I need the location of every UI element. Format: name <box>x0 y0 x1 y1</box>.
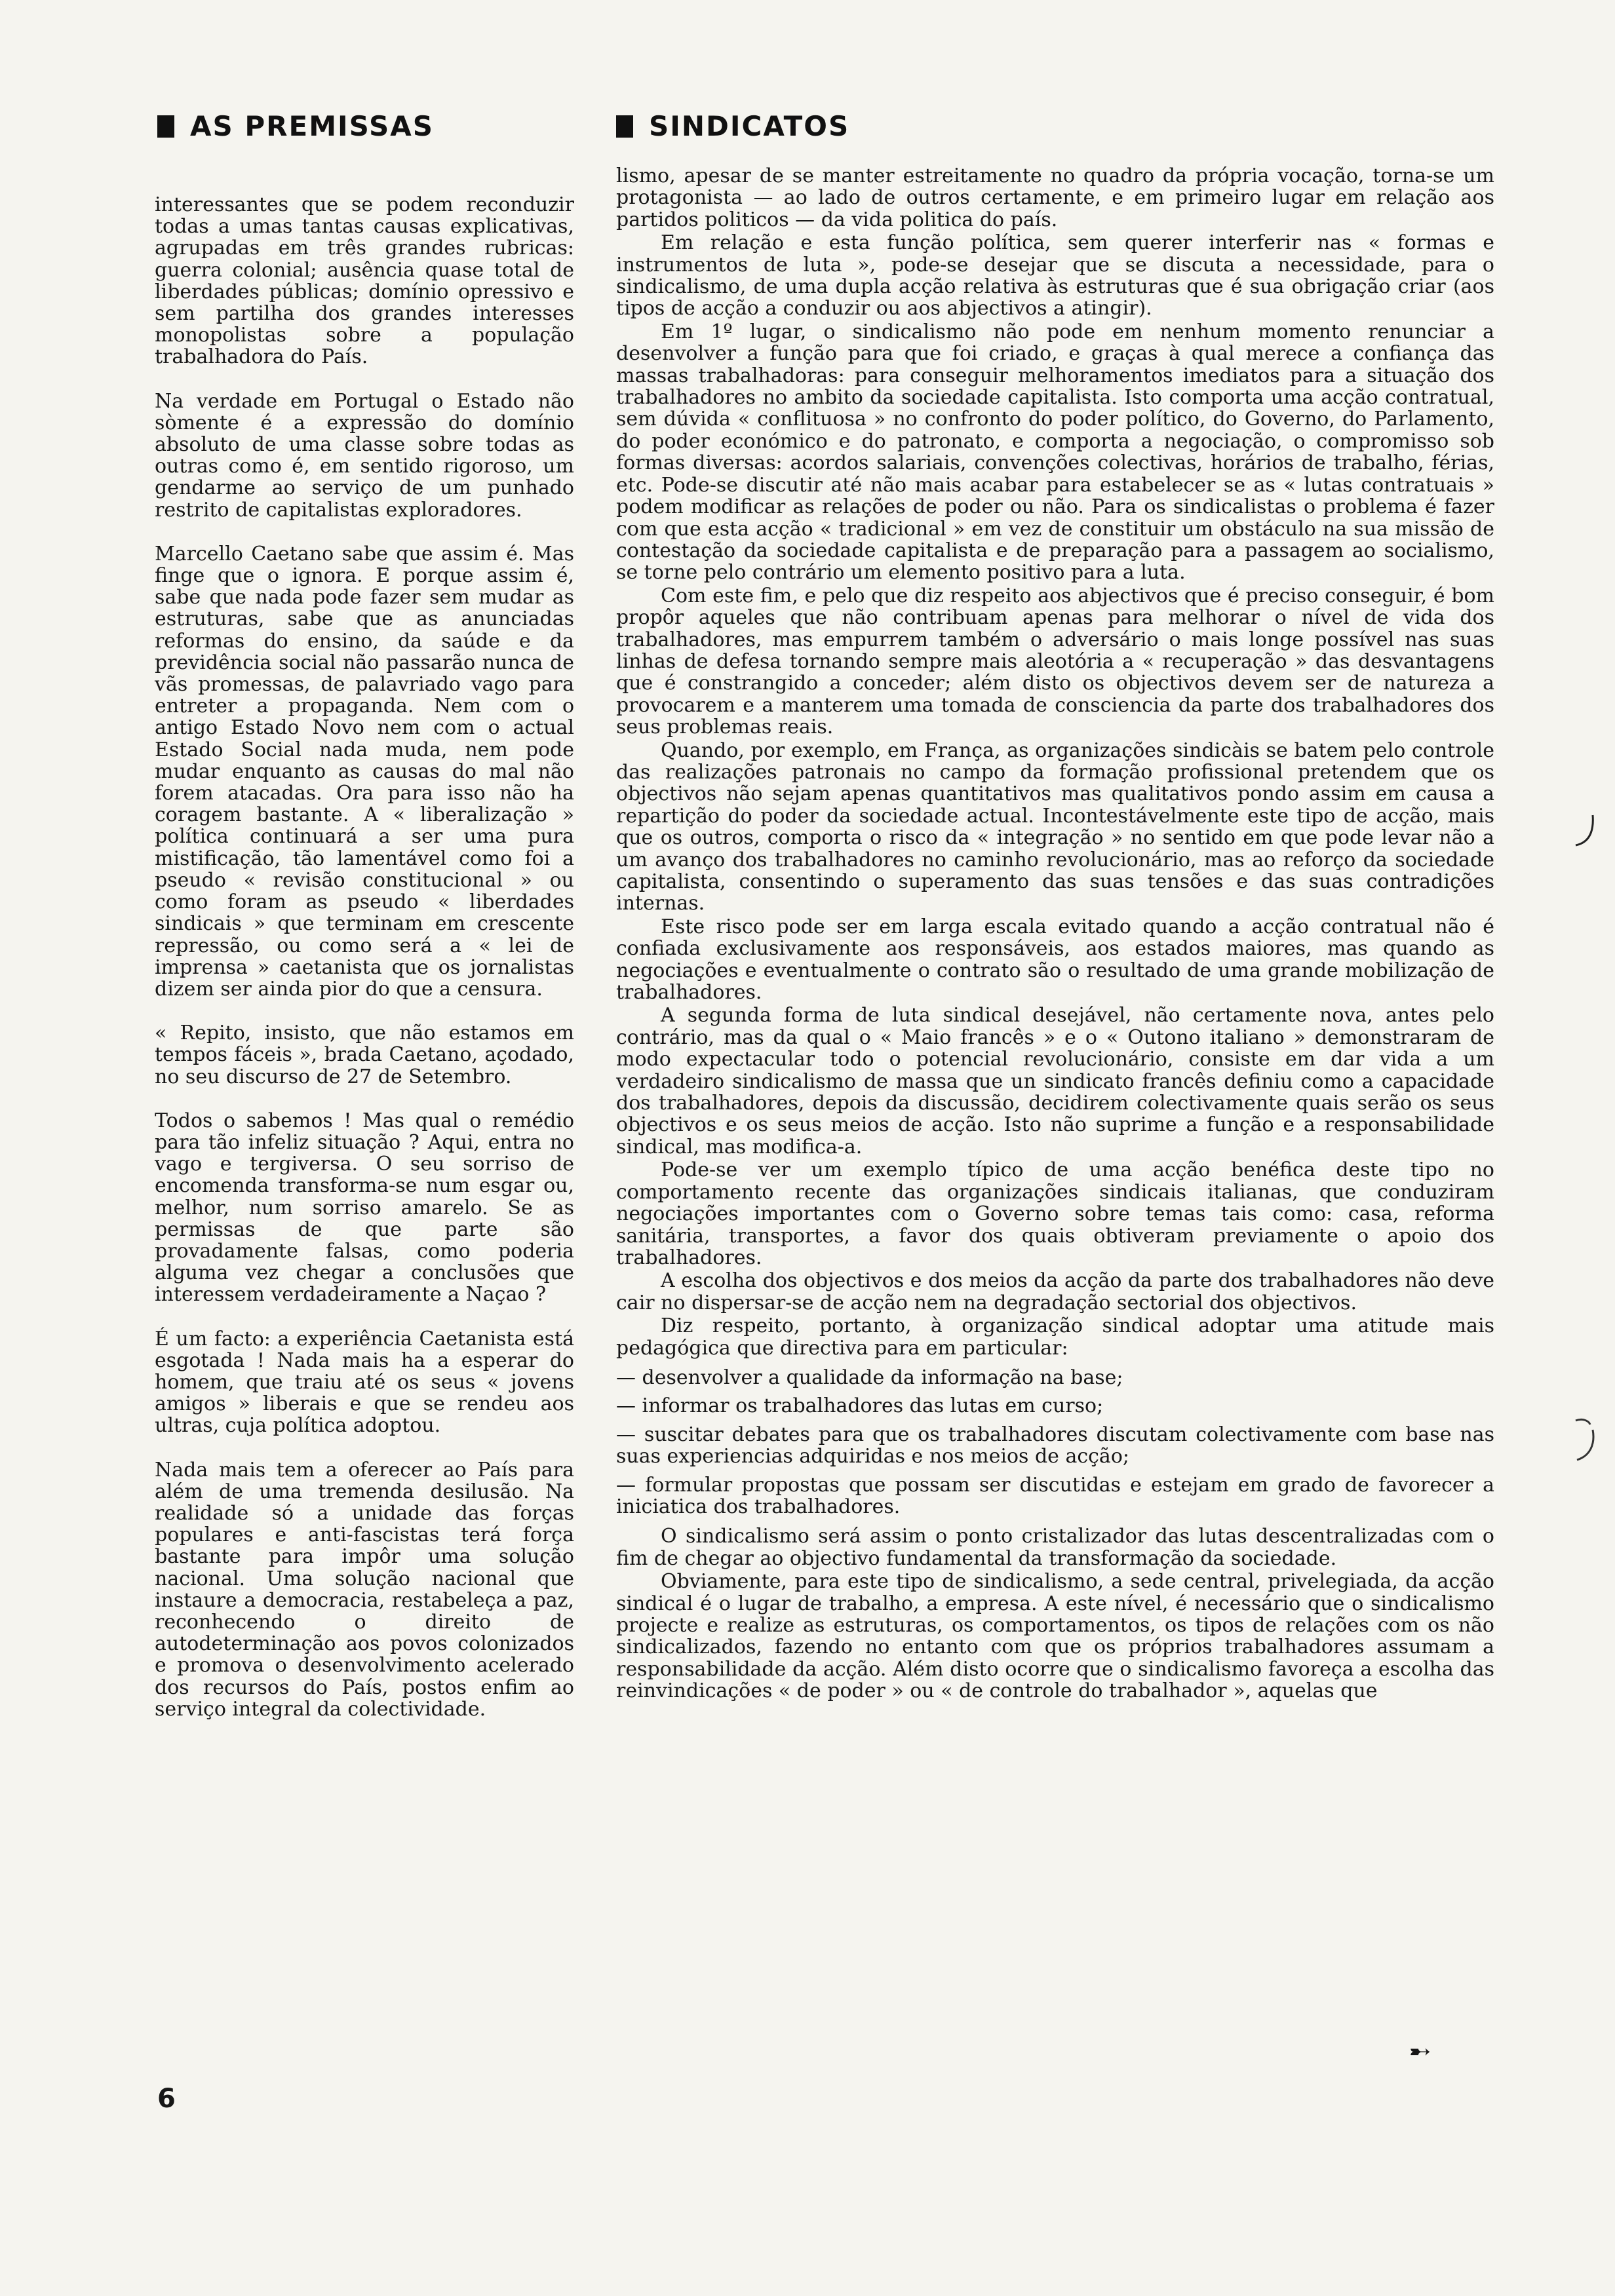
paragraph: Em relação e esta função política, sem querer interferir nas « formas e instrumentos de luta », pode-se desejar que se discuta a necessidade, para o sindicalismo, de uma dupla acção relativa às estruturas que é sua obrigação criar (aos tipos de acção a conduzir ou aos abjectivos a atingir). <box>616 231 1494 320</box>
paragraph: Pode-se ver um exemplo típico de uma acção benéfica deste tipo no comportamento recente das organizações sindicais italianas, que conduziram negociações importantes com o Governo sobre temas tais como: casa, reforma sanitária, transportes, a favor dos quais obtiveram previamente o apoio dos trabalhadores. <box>616 1158 1494 1269</box>
heading-square-icon <box>616 115 633 138</box>
heading-text: AS PREMISSAS <box>190 110 434 142</box>
section-heading-premissas <box>157 110 434 142</box>
paragraph: Quando, por exemplo, em França, as organizações sindicàis se batem pelo controle das realizações patronais no campo da formação profissional pretendem que os objectivos não sejam apenas quantitativos mas qualitativos pondo assim em causa a repartição do poder da sociedade actual. Incontestávelmente este tipo de acção, mais que os outros, comporta o risco da « integração » no sentido em que pode levar não a um avanço dos trabalhadores no caminho revolucionário, mas ao reforço da sociedade capitalista, consentindo o superamento das suas tensões e das suas contradições internas. <box>616 738 1494 915</box>
paragraph: Todos o sabemos ! Mas qual o remédio para tão infeliz situação ? Aqui, entra no vago e tergiversa. O seu sorriso de encomenda transforma-se num esgar ou, melhor, num sorriso amarelo. Se as permissas de que parte são provadamente falsas, como poderia alguma vez chegar a conclusões que interessem verdadeiramente a Naçao ? <box>155 1109 574 1307</box>
paragraph: interessantes que se podem reconduzir todas a umas tantas causas explicativas, agrupadas em três grandes rubricas: guerra colonial; ausência quase total de liberdades públicas; domínio opressivo e sem partilha dos grandes interesses monopolistas sobre a população trabalhadora do País. <box>155 193 574 369</box>
margin-pencil-mark-icon <box>1573 813 1599 852</box>
paragraph: Com este fim, e pelo que diz respeito aos abjectivos que é preciso conseguir, é bom propôr aqueles que não contribuam apenas para melhorar o nível de vida dos trabalhadores, mas empurrem também o adversário o mais longe possível nas suas linhas de defesa tornando sempre mais aleotória a « recuperação » das desvantagens que é constrangido a conceder; além disto os objectivos devem ser de natureza a provocarem e a manterem uma tomada de consciencia da parte dos trabalhadores dos seus problemas reais. <box>616 584 1494 739</box>
paragraph: Em 1º lugar, o sindicalismo não pode em nenhum momento renunciar a desenvolver a função para que foi criado, e graças à qual merece a confiança das massas trabalhadoras: para conseguir melhoramentos imediatos para a situação dos trabalhadores no ambito da sociedade capitalista. Isto comporta uma acção contratual, sem dúvida « conflituosa » no confronto do poder político, do Governo, do Parlamento, do poder económico e do patronato, e comporta a negociação, o compromisso sob formas diversas: acordos salariais, convenções colectivas, horários de trabalho, férias, etc. Pode-se discutir até não mais acabar para estabelecer se as « lutas contratuais » podem modificar as relações de poder ou não. Para os sindicalistas o problema é fazer com que esta acção « tradicional » em vez de constituir um obstáculo na sua missão de contestação da sociedade capitalista e de preparação para a passagem ao socialismo, se torne pelo contrário um elemento positivo para a luta. <box>616 320 1494 584</box>
heading-square-icon <box>157 115 174 138</box>
page-number: 6 <box>157 2084 176 2114</box>
paragraph: « Repito, insisto, que não estamos em tempos fáceis », brada Caetano, açodado, no seu discurso de 27 de Setembro. <box>155 1022 574 1088</box>
left-column <box>155 194 574 1742</box>
paragraph: É um facto: a experiência Caetanista está esgotada ! Nada mais ha a esperar do homem, que traiu até os seus « jovens amigos » liberais e que se rendeu aos ultras, cuja política adoptou. <box>155 1327 574 1438</box>
list-item: — suscitar debates para que os trabalhadores discutam colectivamente com base nas suas experiencias adquiridas e nos meios de acção; <box>616 1423 1494 1468</box>
paragraph: lismo, apesar de se manter estreitamente no quadro da própria vocação, torna-se um protagonista — ao lado de outros certamente, e em primeiro lugar em relação aos partidos politicos — da vida politica do país. <box>616 164 1494 231</box>
paragraph: A escolha dos objectivos e dos meios da acção da parte dos trabalhadores não deve cair no dispersar-se de acção nem na degradação sectorial dos objectivos. <box>616 1269 1494 1314</box>
paragraph: Este risco pode ser em larga escala evitado quando a acção contratual não é confiada exclusivamente aos responsáveis, aos estados maiores, mas quando as negociações e eventualmente o contrato são o resultado de uma grande mobilização de trabalhadores. <box>616 915 1494 1004</box>
list-item: — informar os trabalhadores das lutas em curso; <box>616 1394 1104 1418</box>
section-heading-sindicatos <box>616 110 849 142</box>
paragraph: Marcello Caetano sabe que assim é. Mas finge que o ignora. E porque assim é, sabe que nada pode fazer sem mudar as estruturas, sabe que as anunciadas reformas do ensino, da saúde e da previdência social não passarão nunca de vãs promessas, de palavriado vago para entreter a propaganda. Nem com o antigo Estado Novo nem com o actual Estado Social nada muda, nem pode mudar enquanto as causas do mal não forem atacadas. Ora para isso não ha coragem bastante. A « liberalização » política continuará a ser uma pura mistificação, tão lamentável como foi a pseudo « revisão constitucional » ou como foram as pseudo « liberdades sindicais » que terminam em crescente repressão, ou como será a « lei de imprensa » caetanista que os jornalistas dizem ser ainda pior do que a censura. <box>155 542 574 1001</box>
margin-pencil-mark-icon <box>1573 1415 1599 1468</box>
list-item: — formular propostas que possam ser discutidas e estejam em grado de favorecer a iniciatica dos trabalhadores. <box>616 1473 1494 1518</box>
right-column <box>616 165 1494 1704</box>
list-item: — desenvolver a qualidade da informação na base; <box>616 1366 1123 1389</box>
heading-text: SINDICATOS <box>649 110 850 142</box>
paragraph: O sindicalismo será assim o ponto cristalizador das lutas descentralizadas com o fim de chegar ao objectivo fundamental da transformação da sociedade. <box>616 1525 1494 1570</box>
paragraph: Na verdade em Portugal o Estado não sòmente é a expressão do domínio absoluto de uma classe sobre todas as outras como é, em sentido rigoroso, um gendarme ao serviço de um punhado restrito de capitalistas exploradores. <box>155 389 574 522</box>
continue-arrow-icon: ➸ <box>1409 2037 1431 2067</box>
paragraph: Obviamente, para este tipo de sindicalismo, a sede central, privelegiada, da acção sindical é o lugar de trabalho, a empresa. A este nível, é necessário que o sindicalismo projecte e realize as estruturas, os comportamentos, os tipos de relações com os não sindicalizados, fazendo no entanto com que os próprios trabalhadores assumam a responsabilidade da acção. Além disto ocorre que o sindicalismo favoreça a escolha das reinvindicações « de poder » ou « de controle do trabalhador », aquelas que <box>616 1570 1494 1703</box>
paragraph: Diz respeito, portanto, à organização sindical adoptar uma atitude mais pedagógica que directiva para em particular: <box>616 1314 1494 1360</box>
paragraph: A segunda forma de luta sindical desejável, não certamente nova, antes pelo contrário, mas da qual o « Maio francês » e o « Outono italiano » demonstraram de modo expectacular todo o potencial revolucionário, consiste em dar vida a um verdadeiro sindicalismo de massa que un sindicato francês definiu como a capacidade dos trabalhadores, depois da discussão, decidirem colectivamente quais serão os seus objectivos e os seus meios de acção. Isto não suprime a função e a responsabilidade sindical, mas modifica-a. <box>616 1004 1494 1158</box>
paragraph: Nada mais tem a oferecer ao País para além de uma tremenda desilusão. Na realidade só a unidade das forças populares e anti-fascistas terá força bastante para impôr uma solução nacional. Uma solução nacional que instaure a democracia, restabeleça a paz, reconhecendo o direito de autodeterminação aos povos colonizados e promova o desenvolvimento acelerado dos recursos do País, postos enfim ao serviço integral da colectividade. <box>155 1458 574 1721</box>
